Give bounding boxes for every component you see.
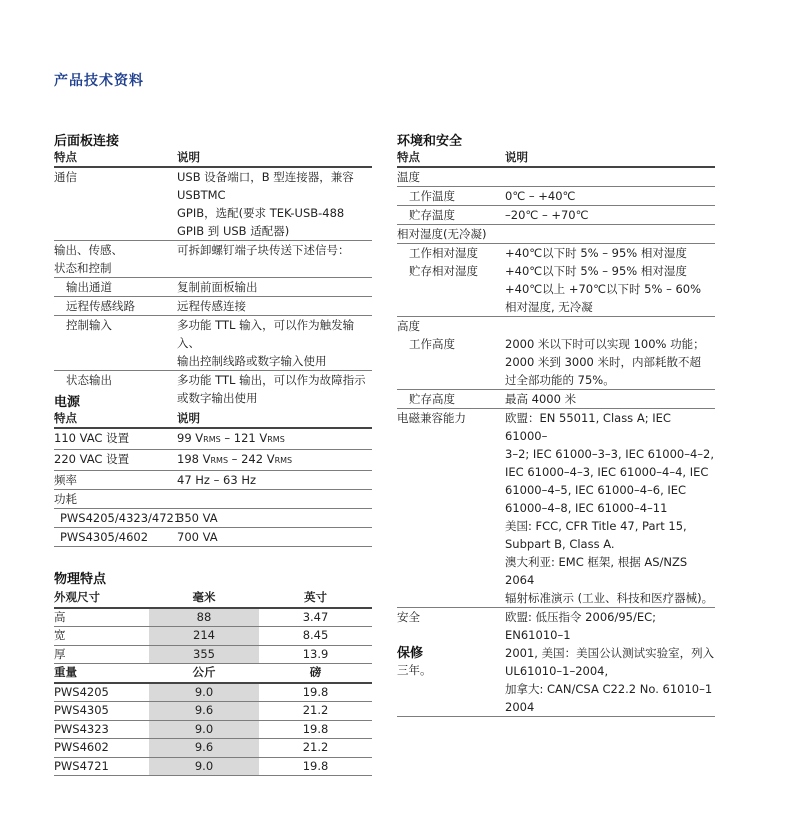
desc-line: 相对湿度, 无冷凝: [505, 300, 593, 314]
header-desc: 说明: [177, 411, 200, 425]
desc-line: 欧盟：EN 55011, Class A; IEC 61000–: [505, 411, 671, 443]
dim-name: 宽: [54, 628, 66, 642]
header-feature: 特点: [397, 150, 420, 164]
weight-kg: 9.0: [149, 758, 259, 776]
row-desc: [505, 168, 715, 186]
row-feature: 频率: [54, 473, 77, 487]
row-feature: PWS4305/4602: [60, 530, 149, 544]
rear-panel-title: 后面板连接: [54, 134, 120, 149]
page-title: 产品技术资料: [54, 73, 144, 89]
row-feature: 工作高度: [409, 337, 455, 351]
row-desc: [177, 450, 372, 470]
table-row: [54, 646, 372, 665]
table-row: [54, 168, 372, 241]
table-header: [397, 148, 715, 168]
desc-line: 2001, 美国：美国公认测试实验室，列入: [505, 646, 715, 660]
row-desc: [597, 225, 715, 243]
weight-name: PWS4305: [54, 703, 109, 717]
desc-line: 美国: FCC, CFR Title 47, Part 15,: [505, 519, 687, 533]
row-feature: 控制输入: [66, 318, 112, 332]
table-row: [397, 225, 715, 244]
row-desc: [505, 409, 715, 607]
weight-name: PWS4602: [54, 740, 109, 754]
dim-mm: 355: [149, 646, 259, 664]
header-desc: 说明: [177, 150, 200, 164]
row-feature: 贮存温度: [409, 208, 455, 222]
desc-line: IEC 61000–4–3, IEC 61000–4–4, IEC: [505, 465, 709, 479]
header-lb: 磅: [309, 665, 322, 679]
table-row: [397, 187, 715, 206]
power-title: 电源: [54, 395, 81, 410]
desc-line: 欧盟: 低压指令 2006/95/EC; EN61010–1: [505, 610, 657, 642]
feature-line: 状态和控制: [54, 261, 112, 275]
physical-title: 物理特点: [54, 572, 107, 587]
desc-line: UL61010–1–2004,: [505, 664, 609, 678]
dim-name: 高: [54, 609, 66, 624]
row-feature: 工作相对湿度: [409, 246, 478, 260]
header-feature: 特点: [54, 150, 77, 164]
weight-kg: 9.0: [149, 684, 259, 702]
table-row: [54, 609, 372, 628]
power-table: [54, 409, 372, 547]
table-row: [54, 316, 372, 371]
table-row: [397, 206, 715, 225]
weight-name: PWS4205: [54, 684, 109, 699]
desc-subscript: RMS: [267, 435, 285, 444]
row-feature: 安全: [397, 610, 420, 624]
row-desc: 最高 4000 米: [505, 392, 577, 406]
row-feature: 输出通道: [66, 280, 112, 294]
desc-part: – 121 V: [220, 431, 268, 445]
header-kg: 公斤: [192, 665, 216, 679]
desc-line: 61000–4–8, IEC 61000–4–11: [505, 501, 668, 515]
row-desc: [505, 608, 715, 716]
row-feature: 相对湿度(无冷凝): [397, 227, 487, 241]
row-feature: 贮存高度: [409, 392, 455, 406]
table-header: [54, 589, 372, 609]
weight-lb: 19.8: [302, 721, 329, 736]
row-feature: PWS4205/4323/4721: [60, 511, 182, 525]
table-row: [397, 608, 715, 717]
desc-subscript: RMS: [203, 435, 221, 444]
row-desc: [505, 317, 715, 335]
table-row: [54, 450, 372, 471]
row-desc: [505, 262, 715, 316]
table-row: [397, 335, 715, 390]
row-desc: 700 VA: [177, 530, 218, 544]
environment-title: 环境和安全: [397, 134, 463, 149]
desc-line: 多功能 TTL 输入，可以作为触发输入、: [177, 318, 355, 350]
desc-line: 3–2; IEC 61000–3–3, IEC 61000–4–2,: [505, 447, 714, 461]
rear-panel-table: [54, 148, 372, 407]
row-desc: [177, 371, 372, 407]
row-feature: 高度: [397, 319, 420, 333]
desc-line: 澳大利亚: EMC 框架, 根据 AS/NZS 2064: [505, 555, 688, 587]
dim-name: 厚: [54, 646, 66, 661]
dim-mm: 214: [149, 627, 259, 645]
table-row: [54, 278, 372, 297]
desc-part: – 242 V: [228, 452, 275, 466]
desc-part: 198 V: [177, 452, 211, 466]
table-row: [397, 409, 715, 608]
table-row: [54, 721, 372, 740]
table-row: [54, 758, 372, 777]
desc-line: GPIB 到 USB 适配器): [177, 224, 290, 238]
table-row: [54, 371, 372, 407]
table-header: [54, 148, 372, 168]
row-desc: 350 VA: [177, 511, 218, 525]
warranty-title: 保修: [397, 646, 424, 661]
row-desc: –20℃ – +70℃: [505, 208, 589, 222]
row-desc: 复制前面板输出: [177, 280, 258, 294]
desc-line: 多功能 TTL 输出，可以作为故障指示: [177, 373, 366, 387]
row-desc: 远程传感连接: [177, 299, 246, 313]
dim-in: 13.9: [302, 646, 329, 661]
desc-line: 辐射标准演示 (工业、科技和医疗器械)。: [505, 591, 714, 605]
weight-kg: 9.6: [149, 739, 259, 757]
weight-kg: 9.6: [149, 702, 259, 720]
row-feature: 状态输出: [66, 373, 112, 387]
desc-line: USB 设备端口，B 型连接器，兼容: [177, 170, 354, 184]
table-header: [54, 664, 372, 684]
row-desc: [177, 316, 372, 370]
desc-line: GPIB，选配(要求 TEK-USB-488: [177, 206, 345, 220]
row-desc: [505, 335, 715, 389]
table-row: [397, 317, 715, 335]
desc-line: Subpart B, Class A.: [505, 537, 615, 551]
desc-line: 2000 米以下时可以实现 100% 功能；: [505, 337, 705, 351]
row-feature: 110 VAC 设置: [54, 431, 130, 445]
desc-subscript: RMS: [274, 456, 293, 465]
feature-line: 输出、传感、: [54, 243, 123, 257]
desc-line: +40℃以上 +70℃以下时 5% – 60%: [505, 282, 702, 296]
row-desc: [177, 429, 372, 449]
row-desc: 47 Hz – 63 Hz: [177, 473, 257, 487]
row-feature: [54, 241, 177, 277]
table-row: [54, 471, 372, 490]
row-feature: 贮存相对湿度: [409, 264, 478, 278]
warranty-text: 三年。: [397, 663, 432, 677]
header-feature: 特点: [54, 411, 77, 425]
table-row: [54, 429, 372, 450]
table-row: [397, 168, 715, 187]
desc-line: 或数字输出使用: [177, 391, 258, 405]
dim-in: 3.47: [302, 609, 329, 624]
table-row: [54, 684, 372, 703]
row-desc: 可拆卸螺钉端子块传送下述信号：: [177, 243, 350, 257]
header-dimension: 外观尺寸: [54, 590, 100, 604]
desc-line: +40℃以下时 5% – 95% 相对湿度: [505, 264, 687, 278]
dim-mm: 88: [149, 609, 259, 627]
desc-line: 过全部功能的 75%。: [505, 373, 615, 387]
header-inch: 英寸: [304, 590, 327, 604]
row-feature: 远程传感线路: [66, 299, 135, 313]
row-feature: 工作温度: [409, 189, 455, 203]
physical-table: [54, 589, 372, 776]
header-desc: 说明: [505, 150, 528, 164]
row-desc: [177, 168, 372, 240]
row-feature: 功耗: [54, 492, 77, 506]
table-row: [54, 509, 372, 528]
weight-name: PWS4721: [54, 758, 109, 773]
dim-in: 8.45: [302, 628, 329, 642]
desc-line: 61000–4–5, IEC 61000–4–6, IEC: [505, 483, 687, 497]
desc-subscript: RMS: [210, 456, 229, 465]
row-feature: 电磁兼容能力: [397, 411, 466, 425]
row-feature: 通信: [54, 170, 77, 184]
desc-line: USBTMC: [177, 188, 226, 202]
header-weight: 重量: [54, 665, 77, 679]
table-row: [54, 739, 372, 758]
table-row: [54, 490, 372, 509]
weight-lb: 21.2: [302, 703, 329, 717]
row-feature: 温度: [397, 170, 420, 184]
table-row: [54, 702, 372, 721]
table-row: [397, 244, 715, 262]
table-row: [397, 390, 715, 409]
weight-lb: 21.2: [302, 740, 329, 754]
desc-line: 2000 米到 3000 米时，内部耗散不超: [505, 355, 701, 369]
weight-lb: 19.8: [302, 758, 329, 773]
table-row: [54, 528, 372, 547]
header-mm: 毫米: [192, 590, 216, 604]
row-feature: 220 VAC 设置: [54, 452, 130, 466]
table-row: [54, 241, 372, 278]
desc-part: 99 V: [177, 431, 204, 445]
row-desc: 0℃ – +40℃: [505, 189, 576, 203]
table-row: [54, 627, 372, 646]
table-header: [54, 409, 372, 429]
row-desc: [177, 490, 372, 508]
environment-table: [397, 148, 715, 717]
desc-line: 加拿大: CAN/CSA C22.2 No. 61010–1 2004: [505, 682, 713, 714]
weight-kg: 9.0: [149, 721, 259, 739]
weight-lb: 19.8: [302, 684, 329, 699]
table-row: [54, 297, 372, 316]
weight-name: PWS4323: [54, 721, 109, 736]
row-desc: +40℃以下时 5% – 95% 相对湿度: [505, 246, 687, 260]
desc-line: 输出控制线路或数字输入使用: [177, 354, 327, 368]
table-row: [397, 262, 715, 317]
